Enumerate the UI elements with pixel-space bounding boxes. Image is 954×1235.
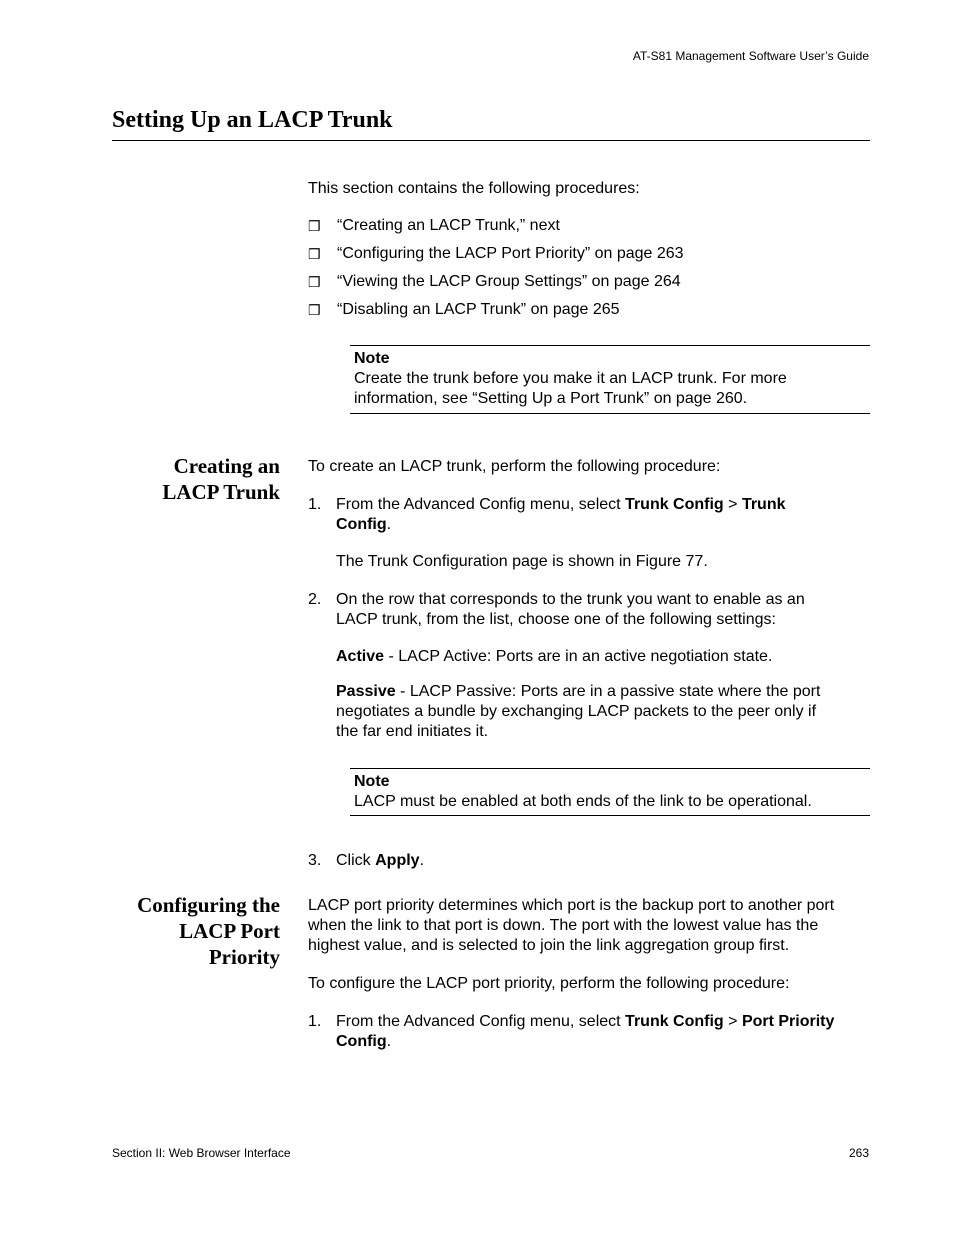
option-description: the far end initiates it. xyxy=(336,723,489,740)
step-number: 2. xyxy=(308,591,322,608)
step-text-line: LACP trunk, from the list, choose one of the following settings: xyxy=(336,611,776,628)
footer-section-label: Section II: Web Browser Interface xyxy=(112,1146,291,1160)
step-text xyxy=(336,851,869,871)
step-text-part: Click xyxy=(336,852,376,869)
heading-line: LACP Port xyxy=(179,919,280,943)
option-active xyxy=(336,647,869,667)
section-title: Setting Up an LACP Trunk xyxy=(112,107,393,133)
menu-path-item: Config xyxy=(336,1033,387,1050)
checkbox-bullet-icon: ❒ xyxy=(308,218,321,234)
step-number: 3. xyxy=(308,852,322,869)
note-label: Note xyxy=(354,773,390,790)
step-text xyxy=(336,495,869,535)
note-text-line: LACP must be enabled at both ends of the link to be operational. xyxy=(354,793,812,810)
note-label: Note xyxy=(354,350,390,367)
step-number: 1. xyxy=(308,496,322,513)
step-text-part: From the Advanced Config menu, select xyxy=(336,496,626,513)
page-number: 263 xyxy=(848,1146,869,1160)
step-text-part: From the Advanced Config menu, select xyxy=(336,1013,626,1030)
step-followup: The Trunk Configuration page is shown in Figure 77. xyxy=(336,553,708,570)
paragraph-line: when the link to that port is down. The port with the lowest value has the xyxy=(308,917,819,934)
option-passive xyxy=(336,682,869,742)
note-text-line: Create the trunk before you make it an LACP trunk. For more xyxy=(354,370,787,387)
configuring-paragraph xyxy=(308,896,870,956)
checkbox-bullet-icon: ❒ xyxy=(308,302,321,318)
heading-line: Configuring the xyxy=(137,893,280,917)
menu-path-trunk-config: Trunk Config xyxy=(625,496,724,513)
heading-line: LACP Trunk xyxy=(162,480,280,504)
note-text-line: information, see “Setting Up a Port Trunk” on page 260. xyxy=(354,390,748,407)
option-description: - LACP Passive: Ports are in a passive state where the port xyxy=(395,683,821,700)
step-text xyxy=(336,1012,869,1052)
checkbox-bullet-icon: ❒ xyxy=(308,246,321,262)
configuring-intro: To configure the LACP port priority, perform the following procedure: xyxy=(308,975,790,992)
option-description: - LACP Active: Ports are in an active negotiation state. xyxy=(384,648,773,665)
list-item-link[interactable]: “Viewing the LACP Group Settings” on page 264 xyxy=(337,273,681,290)
running-header: AT-S81 Management Software User’s Guide xyxy=(632,49,869,63)
step-text-part: . xyxy=(386,1033,392,1050)
paragraph-line: LACP port priority determines which port is the backup port to another port xyxy=(308,897,835,914)
menu-path-item: Trunk xyxy=(741,496,786,513)
option-label: Passive xyxy=(336,683,396,700)
step-number: 1. xyxy=(308,1013,322,1030)
apply-button-reference: Apply xyxy=(375,852,420,869)
list-item-link[interactable]: “Creating an LACP Trunk,” next xyxy=(337,217,560,234)
step-text-part: . xyxy=(419,852,425,869)
checkbox-bullet-icon: ❒ xyxy=(308,274,321,290)
step-text-line: On the row that corresponds to the trunk you want to enable as an xyxy=(336,591,805,608)
note-box xyxy=(350,345,870,414)
title-rule xyxy=(112,140,870,141)
note-box xyxy=(350,768,870,816)
step-text xyxy=(336,590,869,630)
menu-path-item: Port Priority xyxy=(741,1013,835,1030)
menu-separator: > xyxy=(723,1013,742,1030)
option-label: Active xyxy=(336,648,385,665)
subsection-heading-configuring xyxy=(137,892,280,970)
step-text-part: . xyxy=(386,516,392,533)
list-item-link[interactable]: “Configuring the LACP Port Priority” on page 263 xyxy=(337,245,684,262)
heading-line: Priority xyxy=(208,945,280,969)
menu-path-trunk-config: Trunk Config xyxy=(625,1013,724,1030)
paragraph-line: highest value, and is selected to join the link aggregation group first. xyxy=(308,937,790,954)
heading-line: Creating an xyxy=(173,454,280,478)
menu-separator: > xyxy=(723,496,742,513)
option-description: negotiates a bundle by exchanging LACP packets to the peer only if xyxy=(336,703,817,720)
menu-path-item: Config xyxy=(336,516,387,533)
list-item-link[interactable]: “Disabling an LACP Trunk” on page 265 xyxy=(337,301,620,318)
intro-paragraph: This section contains the following procedures: xyxy=(308,180,640,197)
creating-intro: To create an LACP trunk, perform the following procedure: xyxy=(308,458,721,475)
subsection-heading-creating xyxy=(162,453,280,505)
